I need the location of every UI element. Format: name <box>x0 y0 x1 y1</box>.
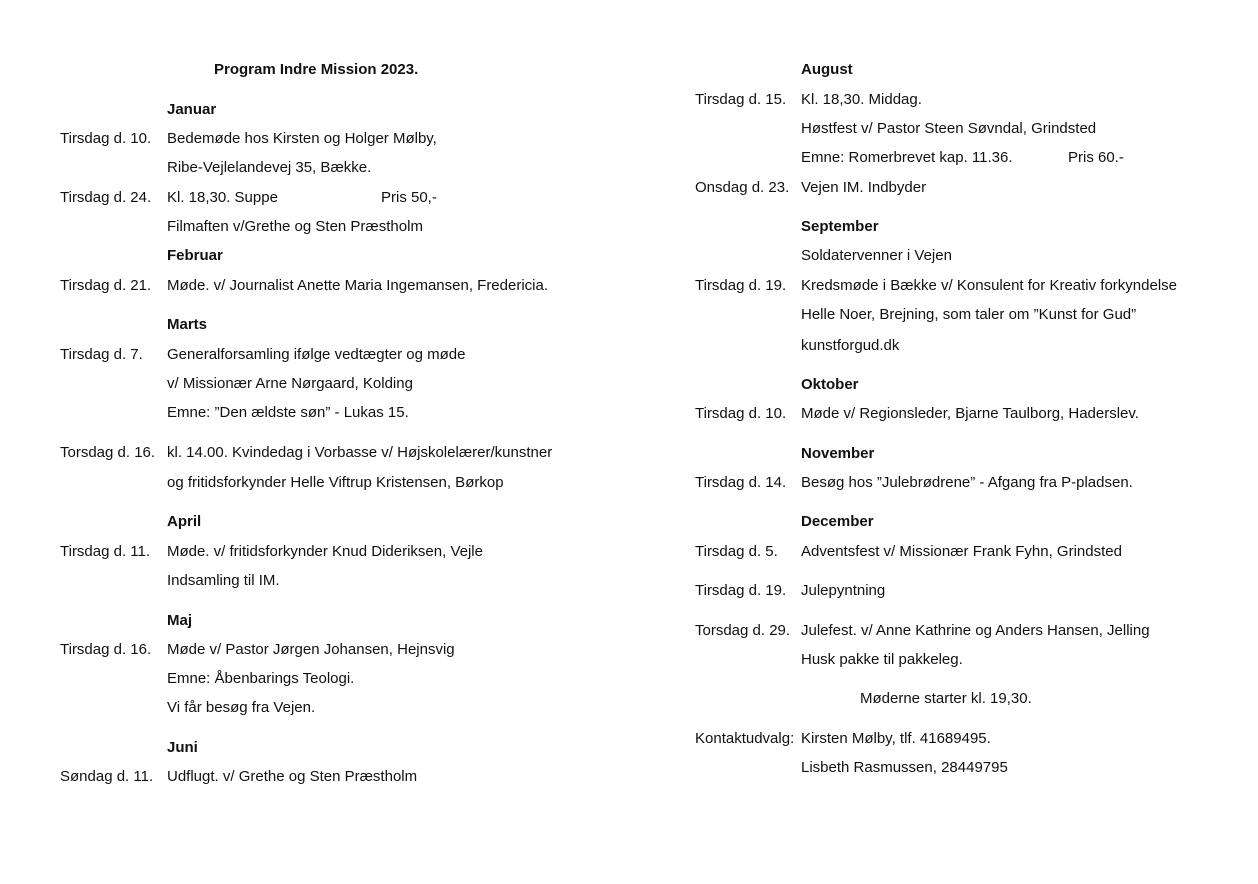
event-date: Torsdag d. 29. <box>695 622 791 639</box>
event-text: Helle Noer, Brejning, som taler om ”Kunst for Gud” <box>801 306 1137 323</box>
event-text: Høstfest v/ Pastor Steen Søvndal, Grindsted <box>801 120 1097 137</box>
event-text: Filmaften v/Grethe og Sten Præstholm <box>167 218 423 235</box>
month-heading-april: April <box>167 513 202 530</box>
month-heading-august: August <box>801 61 853 78</box>
meeting-time-note: Møderne starter kl. 19,30. <box>860 690 1032 707</box>
event-text: Emne: ”Den ældste søn” - Lukas 15. <box>167 404 409 421</box>
event-date: Tirsdag d. 11. <box>60 543 151 560</box>
month-heading-september: September <box>801 218 879 235</box>
event-date: Torsdag d. 16. <box>60 444 156 461</box>
event-text: Adventsfest v/ Missionær Frank Fyhn, Grindsted <box>801 543 1122 560</box>
event-text: Emne: Romerbrevet kap. 11.36. <box>801 149 1013 166</box>
event-text: Kl. 18,30. Middag. <box>801 91 922 108</box>
month-heading-oktober: Oktober <box>801 376 859 393</box>
event-date: Tirsdag d. 24. <box>60 189 152 206</box>
month-heading-december: December <box>801 513 874 530</box>
event-price: Pris 60.- <box>1068 149 1124 166</box>
event-text: Møde v/ Pastor Jørgen Johansen, Hejnsvig <box>167 641 455 658</box>
month-heading-februar: Februar <box>167 247 223 264</box>
event-date: Tirsdag d. 5. <box>695 543 778 560</box>
event-link: kunstforgud.dk <box>801 337 900 354</box>
contact-label: Kontaktudvalg: <box>695 730 795 747</box>
event-date: Tirsdag d. 19. <box>695 582 787 599</box>
event-text: Besøg hos ”Julebrødrene” - Afgang fra P-pladsen. <box>801 474 1133 491</box>
month-subheading: Soldatervenner i Vejen <box>801 247 952 264</box>
event-text: Møde. v/ fritidsforkynder Knud Dideriksen, Vejle <box>167 543 483 560</box>
month-heading-november: November <box>801 445 875 462</box>
event-text: Emne: Åbenbarings Teologi. <box>167 670 355 687</box>
event-text: kl. 14.00. Kvindedag i Vorbasse v/ Højskolelærer/kunstner <box>167 444 553 461</box>
event-text: Møde. v/ Journalist Anette Maria Ingemansen, Fredericia. <box>167 277 549 294</box>
event-date: Tirsdag d. 21. <box>60 277 152 294</box>
event-date: Tirsdag d. 7. <box>60 346 143 363</box>
event-price: Pris 50,- <box>381 189 437 206</box>
event-date: Tirsdag d. 10. <box>695 405 787 422</box>
event-date: Onsdag d. 23. <box>695 179 790 196</box>
event-date: Tirsdag d. 19. <box>695 277 787 294</box>
month-heading-marts: Marts <box>167 316 208 333</box>
month-heading-juni: Juni <box>167 739 198 756</box>
event-date: Tirsdag d. 14. <box>695 474 787 491</box>
event-text: Generalforsamling ifølge vedtægter og møde <box>167 346 466 363</box>
month-heading-maj: Maj <box>167 612 193 629</box>
page-title: Program Indre Mission 2023. <box>214 61 419 78</box>
event-text: v/ Missionær Arne Nørgaard, Kolding <box>167 375 413 392</box>
event-date: Tirsdag d. 16. <box>60 641 152 658</box>
event-text: Husk pakke til pakkeleg. <box>801 651 963 668</box>
event-text: Vejen IM. Indbyder <box>801 179 927 196</box>
event-text: Ribe-Vejlelandevej 35, Bække. <box>167 159 372 176</box>
month-heading-januar: Januar <box>167 101 217 118</box>
event-date: Tirsdag d. 15. <box>695 91 787 108</box>
event-text: og fritidsforkynder Helle Viftrup Kristensen, Børkop <box>167 474 504 491</box>
event-date: Søndag d. 11. <box>60 768 154 785</box>
event-text: Bedemøde hos Kirsten og Holger Mølby, <box>167 130 437 147</box>
event-text: Indsamling til IM. <box>167 572 280 589</box>
event-text: Møde v/ Regionsleder, Bjarne Taulborg, Haderslev. <box>801 405 1139 422</box>
contact-line: Lisbeth Rasmussen, 28449795 <box>801 759 1008 776</box>
event-text: Julefest. v/ Anne Kathrine og Anders Hansen, Jelling <box>801 622 1150 639</box>
event-text: Kl. 18,30. Suppe <box>167 189 278 206</box>
event-date: Tirsdag d. 10. <box>60 130 152 147</box>
event-text: Julepyntning <box>801 582 886 599</box>
event-text: Udflugt. v/ Grethe og Sten Præstholm <box>167 768 418 785</box>
contact-line: Kirsten Mølby, tlf. 41689495. <box>801 730 991 747</box>
event-text: Vi får besøg fra Vejen. <box>167 699 316 716</box>
event-text: Kredsmøde i Bække v/ Konsulent for Kreativ forkyndelse <box>801 277 1177 294</box>
